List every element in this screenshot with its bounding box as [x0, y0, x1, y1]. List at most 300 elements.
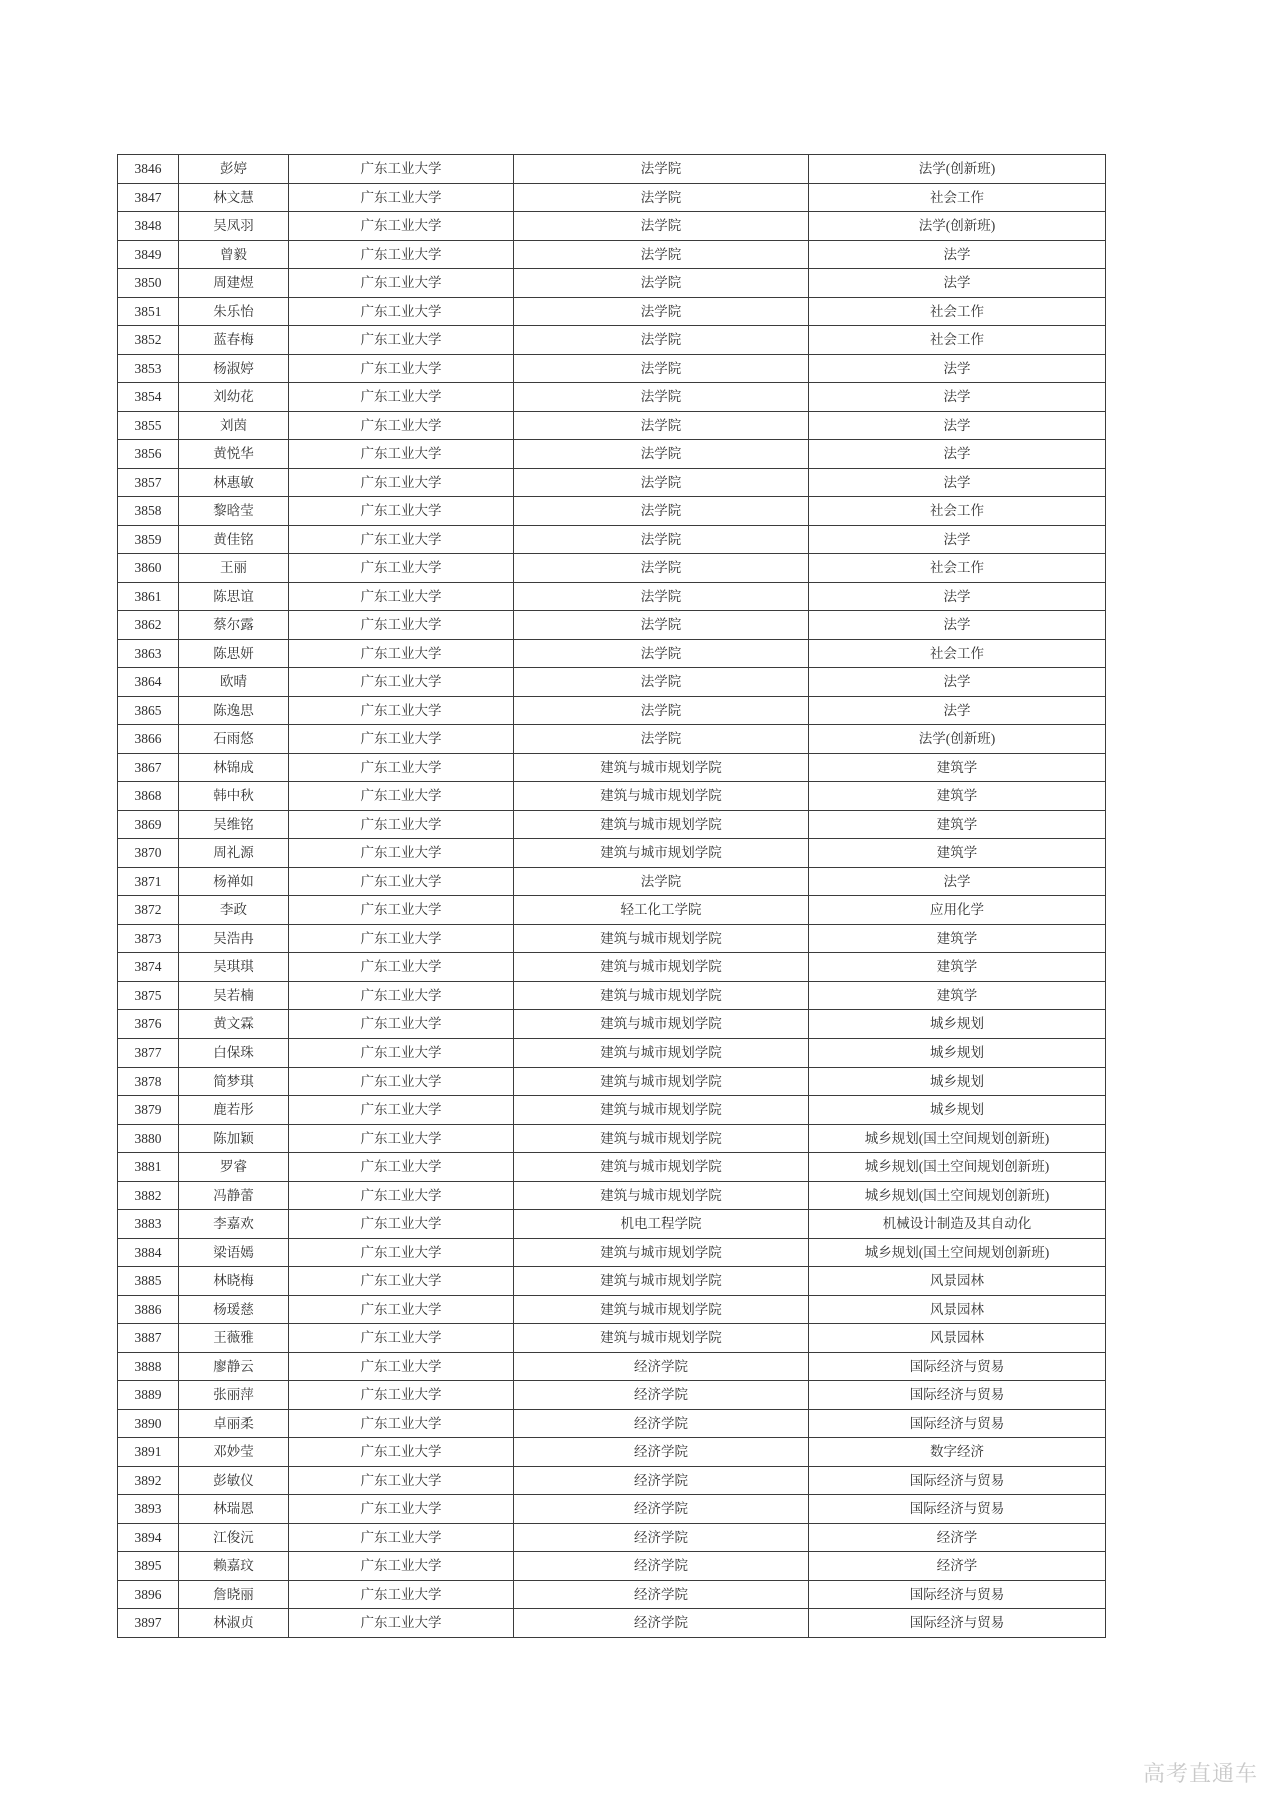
name-cell: 张丽萍 — [179, 1381, 289, 1410]
major-cell: 国际经济与贸易 — [809, 1495, 1106, 1524]
name-cell: 欧晴 — [179, 668, 289, 697]
major-cell: 法学 — [809, 354, 1106, 383]
university-cell: 广东工业大学 — [289, 696, 514, 725]
table-row — [118, 1267, 1106, 1296]
name-cell: 黎晗莹 — [179, 497, 289, 526]
roll-number-cell: 3887 — [118, 1324, 179, 1353]
roll-number-cell: 3892 — [118, 1466, 179, 1495]
name-cell: 朱乐怡 — [179, 297, 289, 326]
name-cell: 江俊沅 — [179, 1523, 289, 1552]
university-cell: 广东工业大学 — [289, 810, 514, 839]
university-cell: 广东工业大学 — [289, 269, 514, 298]
name-cell: 蔡尔露 — [179, 611, 289, 640]
college-cell: 法学院 — [514, 525, 809, 554]
roll-number-cell: 3873 — [118, 924, 179, 953]
university-cell: 广东工业大学 — [289, 782, 514, 811]
major-cell: 城乡规划 — [809, 1067, 1106, 1096]
table-row — [118, 639, 1106, 668]
name-cell: 冯静蕾 — [179, 1181, 289, 1210]
college-cell: 经济学院 — [514, 1495, 809, 1524]
college-cell: 法学院 — [514, 668, 809, 697]
roll-number-cell: 3891 — [118, 1438, 179, 1467]
table-row — [118, 1010, 1106, 1039]
roll-number-cell: 3893 — [118, 1495, 179, 1524]
university-cell: 广东工业大学 — [289, 1552, 514, 1581]
college-cell: 建筑与城市规划学院 — [514, 1181, 809, 1210]
roll-number-cell: 3889 — [118, 1381, 179, 1410]
university-cell: 广东工业大学 — [289, 1010, 514, 1039]
college-cell: 法学院 — [514, 354, 809, 383]
college-cell: 建筑与城市规划学院 — [514, 1067, 809, 1096]
table-row — [118, 212, 1106, 241]
roll-number-cell: 3890 — [118, 1409, 179, 1438]
table-row — [118, 839, 1106, 868]
table-row — [118, 1038, 1106, 1067]
college-cell: 法学院 — [514, 867, 809, 896]
roll-number-cell: 3897 — [118, 1609, 179, 1638]
roll-number-cell: 3856 — [118, 440, 179, 469]
university-cell: 广东工业大学 — [289, 1267, 514, 1296]
college-cell: 经济学院 — [514, 1552, 809, 1581]
roll-number-cell: 3859 — [118, 525, 179, 554]
university-cell: 广东工业大学 — [289, 354, 514, 383]
college-cell: 建筑与城市规划学院 — [514, 1295, 809, 1324]
name-cell: 白保珠 — [179, 1038, 289, 1067]
name-cell: 王薇雅 — [179, 1324, 289, 1353]
major-cell: 风景园林 — [809, 1324, 1106, 1353]
name-cell: 鹿若彤 — [179, 1096, 289, 1125]
major-cell: 城乡规划(国土空间规划创新班) — [809, 1238, 1106, 1267]
roll-number-cell: 3870 — [118, 839, 179, 868]
table-row — [118, 297, 1106, 326]
major-cell: 法学 — [809, 611, 1106, 640]
table-row — [118, 867, 1106, 896]
major-cell: 法学 — [809, 468, 1106, 497]
university-cell: 广东工业大学 — [289, 1495, 514, 1524]
university-cell: 广东工业大学 — [289, 1153, 514, 1182]
roll-number-cell: 3857 — [118, 468, 179, 497]
name-cell: 石雨悠 — [179, 725, 289, 754]
major-cell: 城乡规划(国土空间规划创新班) — [809, 1153, 1106, 1182]
roll-number-cell: 3855 — [118, 411, 179, 440]
table-row — [118, 1210, 1106, 1239]
name-cell: 李政 — [179, 896, 289, 925]
table-row — [118, 953, 1106, 982]
table-row — [118, 1153, 1106, 1182]
university-cell: 广东工业大学 — [289, 1124, 514, 1153]
table-row — [118, 1238, 1106, 1267]
roll-number-cell: 3871 — [118, 867, 179, 896]
table-row — [118, 981, 1106, 1010]
table-row — [118, 1495, 1106, 1524]
roll-number-cell: 3849 — [118, 240, 179, 269]
name-cell: 詹晓丽 — [179, 1580, 289, 1609]
name-cell: 吴浩冉 — [179, 924, 289, 953]
major-cell: 应用化学 — [809, 896, 1106, 925]
university-cell: 广东工业大学 — [289, 1381, 514, 1410]
major-cell: 国际经济与贸易 — [809, 1609, 1106, 1638]
name-cell: 彭婷 — [179, 155, 289, 184]
roll-number-cell: 3877 — [118, 1038, 179, 1067]
roll-number-cell: 3864 — [118, 668, 179, 697]
university-cell: 广东工业大学 — [289, 867, 514, 896]
name-cell: 杨禅如 — [179, 867, 289, 896]
name-cell: 彭敏仪 — [179, 1466, 289, 1495]
major-cell: 法学 — [809, 383, 1106, 412]
major-cell: 机械设计制造及其自动化 — [809, 1210, 1106, 1239]
name-cell: 廖静云 — [179, 1352, 289, 1381]
major-cell: 国际经济与贸易 — [809, 1409, 1106, 1438]
college-cell: 法学院 — [514, 497, 809, 526]
table-row — [118, 696, 1106, 725]
university-cell: 广东工业大学 — [289, 582, 514, 611]
university-cell: 广东工业大学 — [289, 212, 514, 241]
college-cell: 建筑与城市规划学院 — [514, 1096, 809, 1125]
major-cell: 建筑学 — [809, 953, 1106, 982]
name-cell: 曾毅 — [179, 240, 289, 269]
name-cell: 邓妙莹 — [179, 1438, 289, 1467]
college-cell: 建筑与城市规划学院 — [514, 981, 809, 1010]
table-row — [118, 1609, 1106, 1638]
roll-number-cell: 3885 — [118, 1267, 179, 1296]
college-cell: 建筑与城市规划学院 — [514, 1010, 809, 1039]
college-cell: 法学院 — [514, 411, 809, 440]
table-row — [118, 1295, 1106, 1324]
college-cell: 法学院 — [514, 440, 809, 469]
college-cell: 建筑与城市规划学院 — [514, 839, 809, 868]
major-cell: 建筑学 — [809, 782, 1106, 811]
table-row — [118, 497, 1106, 526]
college-cell: 建筑与城市规划学院 — [514, 810, 809, 839]
college-cell: 法学院 — [514, 725, 809, 754]
university-cell: 广东工业大学 — [289, 1466, 514, 1495]
college-cell: 法学院 — [514, 183, 809, 212]
university-cell: 广东工业大学 — [289, 183, 514, 212]
major-cell: 建筑学 — [809, 981, 1106, 1010]
table-row — [118, 440, 1106, 469]
roll-number-cell: 3876 — [118, 1010, 179, 1039]
table-row — [118, 611, 1106, 640]
table-row — [118, 1523, 1106, 1552]
roll-number-cell: 3878 — [118, 1067, 179, 1096]
name-cell: 陈思妍 — [179, 639, 289, 668]
table-row — [118, 810, 1106, 839]
name-cell: 林锦成 — [179, 753, 289, 782]
college-cell: 建筑与城市规划学院 — [514, 1324, 809, 1353]
major-cell: 城乡规划 — [809, 1038, 1106, 1067]
roll-number-cell: 3865 — [118, 696, 179, 725]
college-cell: 法学院 — [514, 468, 809, 497]
university-cell: 广东工业大学 — [289, 924, 514, 953]
university-cell: 广东工业大学 — [289, 1580, 514, 1609]
college-cell: 经济学院 — [514, 1609, 809, 1638]
college-cell: 经济学院 — [514, 1466, 809, 1495]
roll-number-cell: 3879 — [118, 1096, 179, 1125]
roll-number-cell: 3850 — [118, 269, 179, 298]
table-row — [118, 240, 1106, 269]
watermark-text: 高考直通车 — [1142, 1761, 1258, 1786]
name-cell: 陈逸思 — [179, 696, 289, 725]
university-cell: 广东工业大学 — [289, 297, 514, 326]
university-cell: 广东工业大学 — [289, 639, 514, 668]
university-cell: 广东工业大学 — [289, 1238, 514, 1267]
table-row — [118, 896, 1106, 925]
table-row — [118, 782, 1106, 811]
table-row — [118, 668, 1106, 697]
university-cell: 广东工业大学 — [289, 1067, 514, 1096]
roll-number-cell: 3884 — [118, 1238, 179, 1267]
college-cell: 建筑与城市规划学院 — [514, 1124, 809, 1153]
roll-number-cell: 3895 — [118, 1552, 179, 1581]
roll-number-cell: 3882 — [118, 1181, 179, 1210]
roll-number-cell: 3886 — [118, 1295, 179, 1324]
name-cell: 王丽 — [179, 554, 289, 583]
table-row — [118, 1124, 1106, 1153]
college-cell: 建筑与城市规划学院 — [514, 1153, 809, 1182]
college-cell: 轻工化工学院 — [514, 896, 809, 925]
college-cell: 建筑与城市规划学院 — [514, 753, 809, 782]
college-cell: 经济学院 — [514, 1381, 809, 1410]
college-cell: 法学院 — [514, 269, 809, 298]
table-row — [118, 468, 1106, 497]
major-cell: 法学 — [809, 525, 1106, 554]
roll-number-cell: 3888 — [118, 1352, 179, 1381]
table-row — [118, 1381, 1106, 1410]
roll-number-cell: 3867 — [118, 753, 179, 782]
university-cell: 广东工业大学 — [289, 896, 514, 925]
university-cell: 广东工业大学 — [289, 1352, 514, 1381]
table-row — [118, 1409, 1106, 1438]
student-roster-table — [117, 154, 1106, 1638]
college-cell: 法学院 — [514, 582, 809, 611]
college-cell: 建筑与城市规划学院 — [514, 924, 809, 953]
university-cell: 广东工业大学 — [289, 155, 514, 184]
university-cell: 广东工业大学 — [289, 440, 514, 469]
major-cell: 建筑学 — [809, 753, 1106, 782]
major-cell: 数字经济 — [809, 1438, 1106, 1467]
college-cell: 法学院 — [514, 639, 809, 668]
name-cell: 蓝春梅 — [179, 326, 289, 355]
university-cell: 广东工业大学 — [289, 554, 514, 583]
roll-number-cell: 3852 — [118, 326, 179, 355]
college-cell: 建筑与城市规划学院 — [514, 782, 809, 811]
name-cell: 赖嘉玟 — [179, 1552, 289, 1581]
major-cell: 社会工作 — [809, 297, 1106, 326]
roll-number-cell: 3861 — [118, 582, 179, 611]
name-cell: 林淑贞 — [179, 1609, 289, 1638]
college-cell: 建筑与城市规划学院 — [514, 1038, 809, 1067]
college-cell: 经济学院 — [514, 1523, 809, 1552]
table-row — [118, 924, 1106, 953]
college-cell: 法学院 — [514, 326, 809, 355]
roll-number-cell: 3874 — [118, 953, 179, 982]
major-cell: 经济学 — [809, 1552, 1106, 1581]
university-cell: 广东工业大学 — [289, 1096, 514, 1125]
university-cell: 广东工业大学 — [289, 725, 514, 754]
roster-body — [118, 155, 1106, 1638]
roll-number-cell: 3846 — [118, 155, 179, 184]
roll-number-cell: 3851 — [118, 297, 179, 326]
university-cell: 广东工业大学 — [289, 1181, 514, 1210]
college-cell: 建筑与城市规划学院 — [514, 1267, 809, 1296]
name-cell: 刘幼花 — [179, 383, 289, 412]
roll-number-cell: 3862 — [118, 611, 179, 640]
college-cell: 经济学院 — [514, 1409, 809, 1438]
name-cell: 黄佳铭 — [179, 525, 289, 554]
major-cell: 社会工作 — [809, 326, 1106, 355]
college-cell: 经济学院 — [514, 1438, 809, 1467]
name-cell: 林惠敏 — [179, 468, 289, 497]
major-cell: 风景园林 — [809, 1295, 1106, 1324]
table-row — [118, 155, 1106, 184]
roll-number-cell: 3863 — [118, 639, 179, 668]
university-cell: 广东工业大学 — [289, 1324, 514, 1353]
table-row — [118, 1580, 1106, 1609]
roll-number-cell: 3875 — [118, 981, 179, 1010]
major-cell: 法学(创新班) — [809, 155, 1106, 184]
major-cell: 风景园林 — [809, 1267, 1106, 1296]
table-row — [118, 725, 1106, 754]
name-cell: 林瑞恩 — [179, 1495, 289, 1524]
university-cell: 广东工业大学 — [289, 1609, 514, 1638]
roll-number-cell: 3853 — [118, 354, 179, 383]
name-cell: 简梦琪 — [179, 1067, 289, 1096]
name-cell: 杨淑婷 — [179, 354, 289, 383]
university-cell: 广东工业大学 — [289, 753, 514, 782]
name-cell: 韩中秋 — [179, 782, 289, 811]
university-cell: 广东工业大学 — [289, 953, 514, 982]
university-cell: 广东工业大学 — [289, 1438, 514, 1467]
major-cell: 法学 — [809, 240, 1106, 269]
college-cell: 法学院 — [514, 212, 809, 241]
roll-number-cell: 3854 — [118, 383, 179, 412]
college-cell: 法学院 — [514, 554, 809, 583]
college-cell: 经济学院 — [514, 1580, 809, 1609]
major-cell: 社会工作 — [809, 554, 1106, 583]
major-cell: 国际经济与贸易 — [809, 1352, 1106, 1381]
major-cell: 法学 — [809, 440, 1106, 469]
university-cell: 广东工业大学 — [289, 326, 514, 355]
name-cell: 陈思谊 — [179, 582, 289, 611]
major-cell: 社会工作 — [809, 497, 1106, 526]
major-cell: 国际经济与贸易 — [809, 1381, 1106, 1410]
table-row — [118, 183, 1106, 212]
table-row — [118, 411, 1106, 440]
table-row — [118, 326, 1106, 355]
university-cell: 广东工业大学 — [289, 383, 514, 412]
university-cell: 广东工业大学 — [289, 981, 514, 1010]
university-cell: 广东工业大学 — [289, 668, 514, 697]
major-cell: 法学 — [809, 411, 1106, 440]
name-cell: 吴凤羽 — [179, 212, 289, 241]
roll-number-cell: 3860 — [118, 554, 179, 583]
college-cell: 法学院 — [514, 611, 809, 640]
major-cell: 法学 — [809, 269, 1106, 298]
roll-number-cell: 3872 — [118, 896, 179, 925]
major-cell: 建筑学 — [809, 810, 1106, 839]
major-cell: 城乡规划 — [809, 1010, 1106, 1039]
major-cell: 法学 — [809, 867, 1106, 896]
name-cell: 陈加颖 — [179, 1124, 289, 1153]
table-row — [118, 1352, 1106, 1381]
table-row — [118, 269, 1106, 298]
college-cell: 经济学院 — [514, 1352, 809, 1381]
major-cell: 法学 — [809, 582, 1106, 611]
name-cell: 黄悦华 — [179, 440, 289, 469]
major-cell: 城乡规划 — [809, 1096, 1106, 1125]
table-row — [118, 753, 1106, 782]
table-row — [118, 1438, 1106, 1467]
roll-number-cell: 3858 — [118, 497, 179, 526]
roll-number-cell: 3868 — [118, 782, 179, 811]
college-cell: 建筑与城市规划学院 — [514, 953, 809, 982]
major-cell: 法学(创新班) — [809, 725, 1106, 754]
college-cell: 法学院 — [514, 240, 809, 269]
name-cell: 林晓梅 — [179, 1267, 289, 1296]
name-cell: 梁语嫣 — [179, 1238, 289, 1267]
college-cell: 机电工程学院 — [514, 1210, 809, 1239]
major-cell: 社会工作 — [809, 639, 1106, 668]
roll-number-cell: 3880 — [118, 1124, 179, 1153]
table-row — [118, 354, 1106, 383]
college-cell: 法学院 — [514, 696, 809, 725]
table-row — [118, 582, 1106, 611]
major-cell: 国际经济与贸易 — [809, 1466, 1106, 1495]
major-cell: 法学 — [809, 668, 1106, 697]
university-cell: 广东工业大学 — [289, 497, 514, 526]
roll-number-cell: 3881 — [118, 1153, 179, 1182]
college-cell: 法学院 — [514, 155, 809, 184]
table-row — [118, 1181, 1106, 1210]
college-cell: 法学院 — [514, 383, 809, 412]
college-cell: 法学院 — [514, 297, 809, 326]
name-cell: 吴若楠 — [179, 981, 289, 1010]
table-row — [118, 383, 1106, 412]
university-cell: 广东工业大学 — [289, 411, 514, 440]
name-cell: 刘茵 — [179, 411, 289, 440]
roll-number-cell: 3894 — [118, 1523, 179, 1552]
major-cell: 建筑学 — [809, 839, 1106, 868]
table-row — [118, 1067, 1106, 1096]
name-cell: 罗睿 — [179, 1153, 289, 1182]
table-row — [118, 1324, 1106, 1353]
name-cell: 周礼源 — [179, 839, 289, 868]
name-cell: 黄文霖 — [179, 1010, 289, 1039]
university-cell: 广东工业大学 — [289, 240, 514, 269]
major-cell: 法学(创新班) — [809, 212, 1106, 241]
major-cell: 城乡规划(国土空间规划创新班) — [809, 1124, 1106, 1153]
name-cell: 卓丽柔 — [179, 1409, 289, 1438]
roll-number-cell: 3847 — [118, 183, 179, 212]
name-cell: 林文慧 — [179, 183, 289, 212]
roll-number-cell: 3896 — [118, 1580, 179, 1609]
university-cell: 广东工业大学 — [289, 611, 514, 640]
name-cell: 吴琪琪 — [179, 953, 289, 982]
university-cell: 广东工业大学 — [289, 1409, 514, 1438]
roll-number-cell: 3883 — [118, 1210, 179, 1239]
university-cell: 广东工业大学 — [289, 468, 514, 497]
name-cell: 吴维铭 — [179, 810, 289, 839]
university-cell: 广东工业大学 — [289, 1295, 514, 1324]
university-cell: 广东工业大学 — [289, 1523, 514, 1552]
major-cell: 城乡规划(国土空间规划创新班) — [809, 1181, 1106, 1210]
university-cell: 广东工业大学 — [289, 525, 514, 554]
table-row — [118, 1466, 1106, 1495]
table-row — [118, 1552, 1106, 1581]
roll-number-cell: 3866 — [118, 725, 179, 754]
name-cell: 周建煜 — [179, 269, 289, 298]
college-cell: 建筑与城市规划学院 — [514, 1238, 809, 1267]
